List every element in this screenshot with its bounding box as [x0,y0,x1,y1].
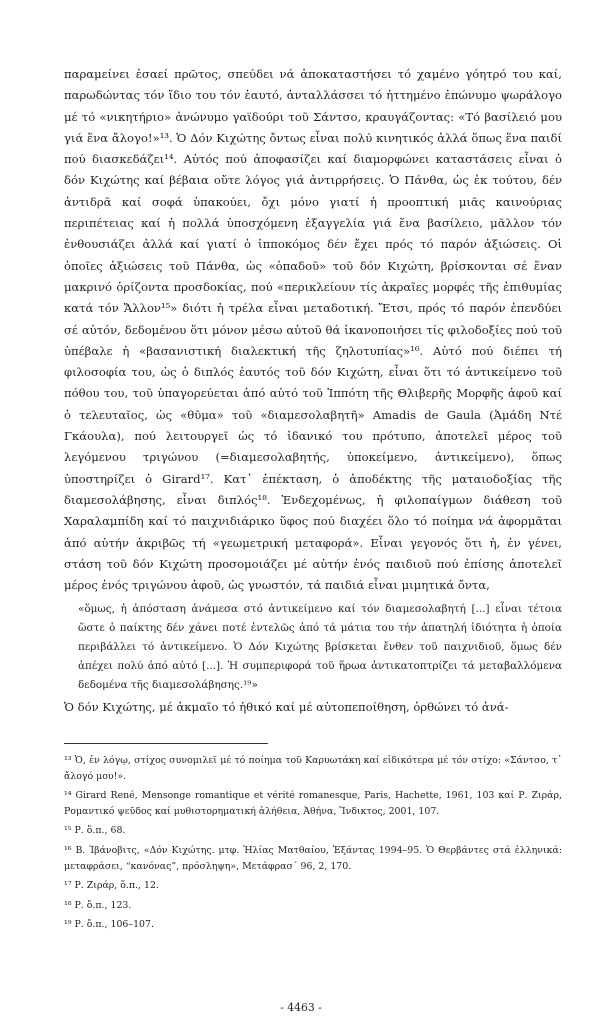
body-paragraph-2: Ὁ δόν Κιχώτης, μέ ἀκμαῖο τό ἠθικό καί μέ αὐτοπεποίθηση, ὀρθώνει τό ἀνά- [64,699,509,714]
footnotes [64,753,562,937]
page-number: - 4463 - [280,1001,322,1014]
footnote-16: ¹⁶ Β. Ἰβάνοβιτς, «Δόν Κιχώτης. μτφ. Ἡλίας Ματθαίου, Ἐξάντας 1994–95. Ὁ Θερβάντες στά ἑλληνικά: μεταφράσει, “κανόνας”, πρόσληψη», Μετάφρασ΄ 96, 2, 170. [64,844,562,872]
footnote-17: ¹⁷ Ρ. Ζιράρ, ὅ.π., 12. [64,880,159,892]
footnote-18: ¹⁸ Ρ. ὅ.π., 123. [64,899,132,911]
footnote-15: ¹⁵ Ρ. ὅ.π., 68. [64,825,126,837]
body-paragraph-1: παραμείνει ἐσαεί πρῶτος, σπεύδει νά ἀποκαταστήσει τό χαμένο γόητρό του καί, παρωδώντας τόν ἴδιο του τόν ἑαυτό, ἀνταλλάσσει τό ἡττημένο ἐπώνυμο ψωράλογο μέ τό «νικητήριο» ἀνώνυμο γαϊδούρι τοῦ Σάντσο, κραυγάζοντας: «Τό βασίλειό μου γιά ἕνα ἄλογο!»¹³. Ὁ Δόν Κιχώτης ὄντως εἶναι πολύ κινητικός ἀλλά ὅπως ἕνα παιδί πού διασκεδάζει¹⁴. Αὐτός πού ἀποφασίζει καί διαμορφώνει καταστάσεις εἶναι ὁ δόν Κιχώτης καί βέβαια οὔτε λόγος γιά ἀντιρρήσεις. Ὁ Πάνθα, ὡς ἐκ τούτου, δέν ἀντιδρᾶ καί σοφά ὑπακούει, ὄχι μόνο γιατί ἡ προοπτική μιᾶς καινούριας περιπέτειας καί ἡ πολλά ὑποσχόμενη ἐξαγγελία γιά ἕνα βασίλειο, μᾶλλον τόν ἐνθουσιάζει ἀλλά καί γιατί ὁ ἱπποκόμος δέν ἔχει πρός τό παρόν ἀξιώσεις. Οἱ ὁποῖες ἀξιώσεις τοῦ Πάνθα, ὡς «ὀπαδοῦ» τοῦ δόν Κιχώτη, βρίσκονται σέ ἕναν μακρινό ὁρίζοντα προσδοκίας, πού «περικλείουν τίς ἀκραῖες μορφές τῆς ἐπιθυμίας κατά τόν Ἄλλον¹⁵» διότι ἡ τρέλα εἶναι μεταδοτική. Ἔτσι, πρός τό παρόν ἐπενδύει σέ αὐτόν, δεδομένου ὅτι μόνον μέσω αὐτοῦ θά ἱκανοποιήσει τίς φιλοδοξίες πού τοῦ ὑπέβαλε ἡ «βασανιστική διαλεκτική τῆς ζηλοτυπίας»¹⁶. Αὐτό πού διέπει τή φιλοσοφία του, ὡς ὁ διπλός ἑαυτός τοῦ δόν Κιχώτη, εἶναι ὅτι τό ἀντικείμενο τοῦ πόθου του, τοῦ ὑπαγορεύεται ἀπό αὐτό τοῦ Ἱππότη τῆς Θλιβερῆς Μορφῆς ἀφοῦ καί ὁ τελευταῖος, ὡς «θῦμα» τοῦ «διαμεσολαβητῆ» Amadis de Gaula (Ἀμάδη Ντέ Γκάουλα), πού λειτουργεῖ ὡς τό ἰδανικό του πρότυπο, ἀποτελεῖ μέρος τοῦ λεγόμενου τριγώνου (=διαμεσολαβητής, ὑποκείμενο, ἀντικείμενο), ὅπως ὑποστηρίζει ὁ Girard¹⁷. Κατ᾽ ἐπέκταση, ὁ ἀποδέκτης τῆς ματαιοδοξίας τῆς διαμεσολάβησης, εἶναι διπλός¹⁸. Ἑνδεχομένως, ἡ φιλοπαίγμων διάθεση τοῦ Χαραλαμπίδη καί τό παιχνιδιάρικο ὕφος πού διαχέει ὅλο τό ποίημα νά ἀφορμᾶται ἀπό αὐτήν ἀκριβῶς τή «γεωμετρική μεταφορά». Εἶναι γεγονός ὅτι ἡ, ἐν γένει, στάση τοῦ δόν Κιχώτη προσομοιάζει μέ αὐτήν ἑνός παιδιοῦ πού ἐπίσης ἀποτελεῖ μέρος ἑνός τριγώνου ἀφοῦ, ὡς γνωστόν, τά παιδιά εἶναι μιμητικά ὄντα, [64,67,562,593]
block-quote: «ὅμως, ἡ ἀπόσταση ἀνάμεσα στό ἀντικείμενο καί τόν διαμεσολαβητή [...] εἶναι τέτοια ὥστε ὁ παίκτης δέν χάνει ποτέ ἐντελῶς ἀπό τά μάτια του τήν ἀπατηλή ἰδιότητα ἡ ὁποία περιβάλλει τό ἀντικείμενο. Ὁ Δόν Κιχώτης βρίσκεται ἔνθεν τοῦ παιχνιδιοῦ, ὅμως δέν ἀπέχει πολύ ἀπό αὐτό [...]. Ἡ συμπεριφορά τοῦ ἥρωα ἀντικατοπτρίζει τά μεταβαλλόμενα δεδομένα τῆς διαμεσολάβησης.¹⁹» [78,603,562,692]
footnote-14: ¹⁴ Girard René, Mensonge romantique et vérité romanesque, Paris, Hachette, 1961, 103 καί Ρ. Ζιράρ, Ρομαντικό ψεῦδος καί μυθιστορηματική ἀλήθεια, Ἀθήνα, Ἴνδικτος, 2001, 107. [64,790,562,817]
footnote-13: ¹³ Ὁ, ἐν λόγῳ, στίχος συνομιλεῖ μέ τό ποίημα τοῦ Καρυωτάκη καί εἰδικότερα μέ τόν στίχο: «Σάντσο, τ᾽ ἄλογό μου!». [64,755,562,782]
main-text-block [64,64,562,718]
footnote-divider [64,743,268,744]
footnote-19: ¹⁹ Ρ. ὅ.π., 106–107. [64,919,154,931]
